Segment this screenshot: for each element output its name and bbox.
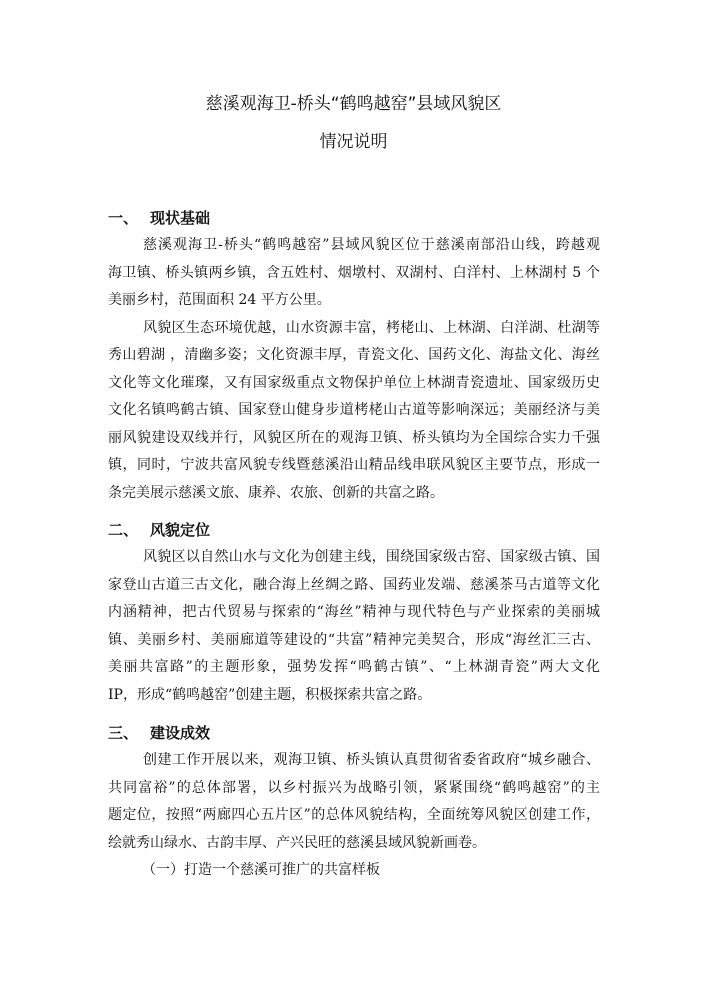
subsection-heading: （一）打造一个慈溪可推广的共富样板: [142, 862, 380, 878]
paragraph-line: 海卫镇、桥头镇两乡镇，含五姓村、烟墩村、双湖村、白洋村、上林湖村 5 个: [108, 264, 600, 281]
section-heading: [108, 720, 210, 747]
section-title: 建设成效: [150, 724, 211, 742]
paragraph-line: 家登山古道三古文化，融合海上丝绸之路、国药业发端、慈溪茶马古道等文化: [108, 576, 600, 593]
paragraph-line: 慈溪观海卫-桥头“鹤鸣越窑”县域风貌区位于慈溪南部沿山线，跨越观: [143, 237, 600, 253]
paragraph-line: 秀山碧湖 ，清幽多姿；文化资源丰厚，青瓷文化、国药文化、海盐文化、海丝: [108, 347, 600, 363]
paragraph-line: 镇，同时，宁波共富风貌专线暨慈溪沿山精品线串联风貌区主要节点，形成一: [108, 457, 600, 473]
paragraph-line: 题定位，按照“两廊四心五片区”的总体风貌结构，全面统筹风貌区创建工作，: [108, 807, 600, 823]
paragraph-line: 风貌区生态环境优越，山水资源丰富，栲栳山、上林湖、白洋湖、杜湖等: [143, 319, 600, 336]
paragraph-line: IP，形成“鹤鸣越窑”创建主题，积极探索共富之路。: [108, 686, 432, 703]
paragraph-line: 文化名镇鸣鹤古镇、国家登山健身步道栲栳山古道等影响深远；美丽经济与美: [108, 402, 600, 418]
section-number: 二、: [108, 521, 139, 539]
paragraph: [108, 747, 600, 857]
document-title: 慈溪观海卫-桥头“鹤鸣越窑”县域风貌区: [205, 94, 502, 114]
paragraph-line: 绘就秀山绿水、古韵丰厚、产兴民旺的慈溪县域风貌新画卷。: [108, 834, 486, 851]
paragraph: [108, 544, 600, 709]
paragraph: [108, 315, 600, 508]
paragraph-line: 内涵精神，把古代贸易与探索的“海丝”精神与现代特色与产业探索的美丽城: [108, 604, 600, 620]
paragraph-line: 风貌区以自然山水与文化为创建主线，围绕国家级古窑、国家级古镇、国: [143, 549, 600, 565]
section-number: 一、: [108, 209, 139, 227]
section-heading: [108, 517, 210, 544]
section-heading: [108, 205, 210, 232]
paragraph-line: 条完美展示慈溪文旅、康养、农旅、创新的共富之路。: [108, 484, 444, 501]
paragraph-line: 创建工作开展以来，观海卫镇、桥头镇认真贯彻省委省政府“城乡融合、: [143, 752, 600, 768]
paragraph-line: 文化等文化璀璨，又有国家级重点文物保护单位上林湖青瓷遗址、国家级历史: [108, 374, 600, 391]
document-subtitle: 情况说明: [319, 132, 388, 152]
paragraph-line: 丽风貌建设双线并行，风貌区所在的观海卫镇、桥头镇均为全国综合实力千强: [108, 429, 600, 446]
paragraph-line: 共同富裕”的总体部署，以乡村振兴为战略引领，紧紧围绕“鹤鸣越窑”的主: [108, 779, 600, 796]
paragraph-line: 美丽共富路”的主题形象，强势发挥“鸣鹤古镇”、“上林湖青瓷”两大文化: [108, 659, 600, 675]
paragraph: [108, 232, 600, 315]
paragraph-line: 美丽乡村，范围面积 24 平方公里。: [108, 292, 331, 308]
section-title: 风貌定位: [150, 521, 211, 539]
section-title: 现状基础: [150, 209, 211, 227]
section-number: 三、: [108, 724, 139, 742]
paragraph-line: 镇、美丽乡村、美丽廊道等建设的“共富”精神完美契合，形成“海丝汇三古、: [108, 631, 600, 648]
